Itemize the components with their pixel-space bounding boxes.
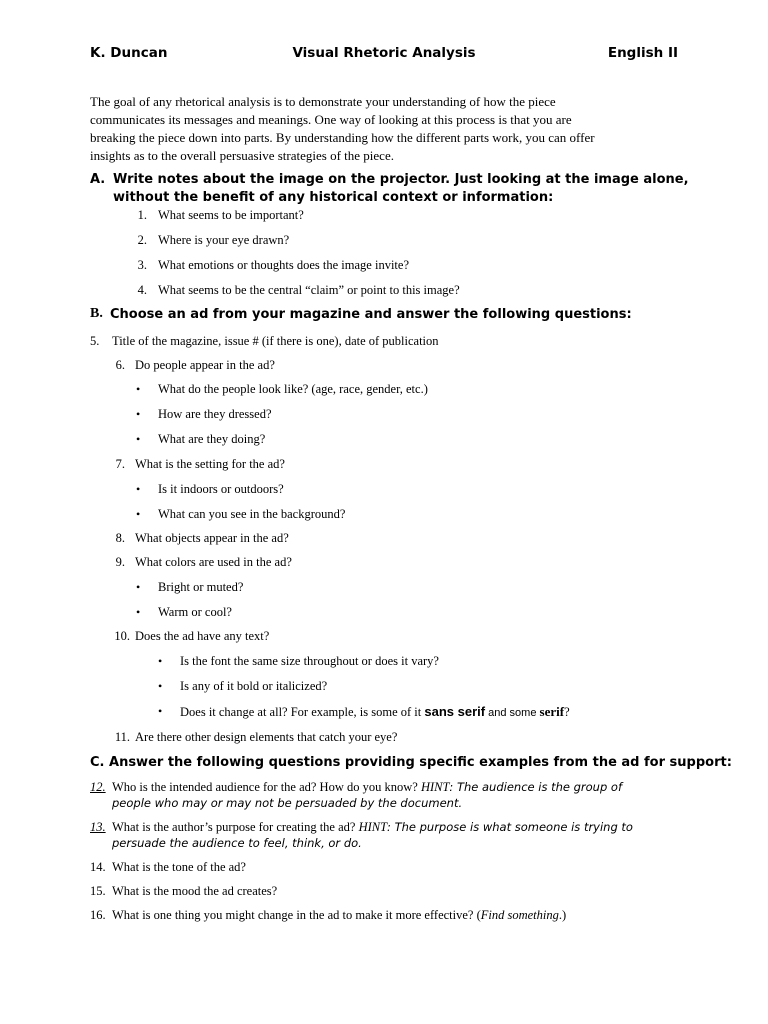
hint-label: HINT [358,820,388,834]
item-number-underlined [90,780,106,795]
bullet: • [158,654,163,668]
section-c-heading: C. Answer the following questions providing specific examples from the ad for support: [90,755,732,770]
question-text: What is the tone of the ad? [112,860,246,874]
question-body: What is one thing you might change in the ad to make it more effective? ( [112,908,481,922]
hint-label: HINT [420,780,450,794]
intro-line: breaking the piece down into parts. By understanding how the different parts work, you can offer [90,130,595,145]
item-number: 9. [115,555,125,569]
item-number: 1. [137,208,147,222]
header-author: K. Duncan [90,45,168,61]
question-text [112,820,633,835]
question-end: .) [558,908,567,922]
question-text: Do people appear in the ad? [135,358,275,372]
bullet: • [136,482,141,496]
item-number: 5. [90,334,100,348]
serif-example: serif [539,704,565,719]
bullet-text: What do the people look like? (age, race, gender, etc.) [158,382,428,396]
bullet: • [158,679,163,693]
bullet: • [136,580,141,594]
question-text [112,908,566,923]
item-number: 4. [137,283,147,297]
question-text: What emotions or thoughts does the image invite? [158,258,409,272]
item-number: 2. [137,233,147,247]
font-example-mid: and some [485,707,540,719]
question-text: What is the mood the ad creates? [112,884,278,898]
bullet-text: Is any of it bold or italicized? [180,679,328,693]
bullet: • [136,507,141,521]
question-text: What is the setting for the ad? [135,457,285,471]
question-text: Does the ad have any text? [135,629,270,643]
bullet-text: How are they dressed? [158,407,272,421]
question-text: Where is your eye drawn? [158,233,290,247]
question-text: Are there other design elements that catch your eye? [135,730,398,744]
hint-text: : The audience is the group of [449,780,623,794]
intro-line: communicates its messages and meanings. One way of looking at this process is that you are [90,112,572,127]
bullet: • [136,432,141,446]
emphasis-text: Find something [480,908,559,922]
question-text: Title of the magazine, issue # (if there is one), date of publication [112,334,439,348]
font-example-post: ? [564,705,570,719]
question-text: What seems to be important? [158,208,304,222]
question-body: Who is the intended audience for the ad? How do you know? [112,780,421,794]
item-number: 6. [115,358,125,372]
item-number: 8. [115,531,125,545]
item-number-underlined [90,820,106,835]
bullet-text-font-example [180,704,570,720]
question-body: What is the author’s purpose for creating the ad? [112,820,359,834]
item-number: 13. [90,820,106,834]
item-number: 15. [90,884,106,898]
item-number: 16. [90,908,106,922]
question-text: What seems to be the central “claim” or point to this image? [158,283,460,297]
item-number: 12. [90,780,106,794]
bullet-text: Is the font the same size throughout or does it vary? [180,654,439,668]
bullet: • [158,704,163,718]
item-number: 7. [115,457,125,471]
question-text: What objects appear in the ad? [135,531,289,545]
section-a-letter: A. [90,172,106,187]
header-course: English II [607,45,678,61]
question-text: What colors are used in the ad? [135,555,292,569]
item-number: 11. [114,730,130,744]
intro-line: The goal of any rhetorical analysis is to demonstrate your understanding of how the piece [90,94,556,109]
section-b-heading: Choose an ad from your magazine and answer the following questions: [110,307,632,322]
hint-text: : The purpose is what someone is trying to [387,820,633,834]
item-number: 14. [90,860,106,874]
item-number: 3. [137,258,147,272]
font-example-pre: Does it change at all? For example, is some of it [180,705,425,719]
bullet-text: Warm or cool? [158,605,232,619]
bullet: • [136,605,141,619]
bullet: • [136,407,141,421]
sans-serif-example: sans serif [424,704,486,719]
item-number: 10. [114,629,130,643]
header-title: Visual Rhetoric Analysis [292,45,476,61]
bullet-text: What can you see in the background? [158,507,346,521]
section-a-heading: Write notes about the image on the projector. Just looking at the image alone, [113,172,689,187]
intro-line: insights as to the overall persuasive strategies of the piece. [90,148,394,163]
bullet-text: What are they doing? [158,432,266,446]
section-a-heading: without the benefit of any historical context or information: [113,190,554,205]
bullet-text: Bright or muted? [158,580,244,594]
hint-text: people who may or may not be persuaded by the document. [112,796,463,810]
hint-text: persuade the audience to feel, think, or do. [112,836,362,850]
bullet: • [136,382,141,396]
question-text [112,780,622,795]
bullet-text: Is it indoors or outdoors? [158,482,284,496]
section-b-letter: B. [90,306,103,321]
